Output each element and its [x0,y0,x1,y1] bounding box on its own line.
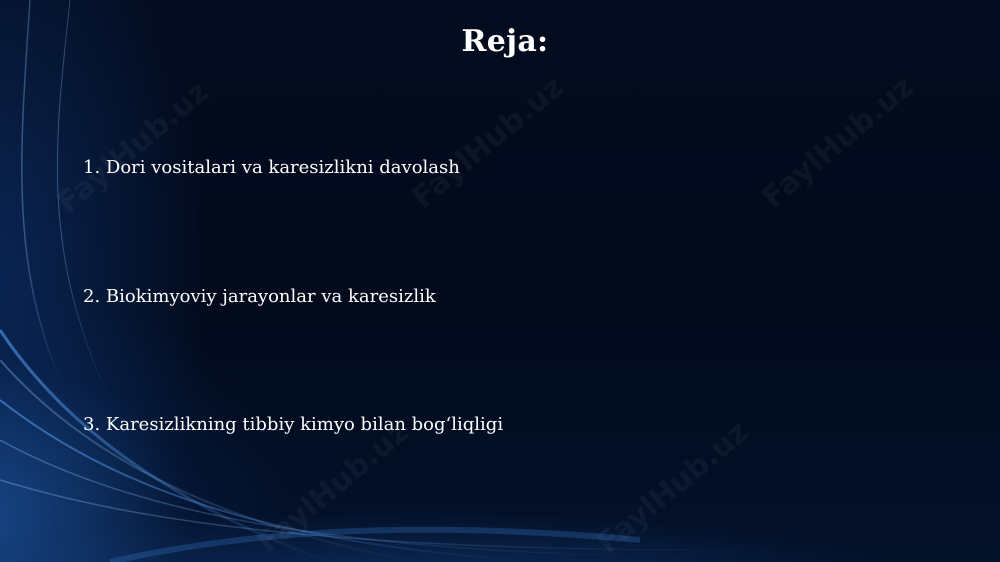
plan-item-2: 2. Biokimyoviy jarayonlar va karesizlik [83,286,436,307]
plan-item-3: 3. Karesizlikning tibbiy kimyo bilan bogʻliqligi [83,414,504,435]
slide-title: Reja: [461,24,549,59]
plan-item-1: 1. Dori vositalari va karesizlikni davolash [83,157,460,178]
